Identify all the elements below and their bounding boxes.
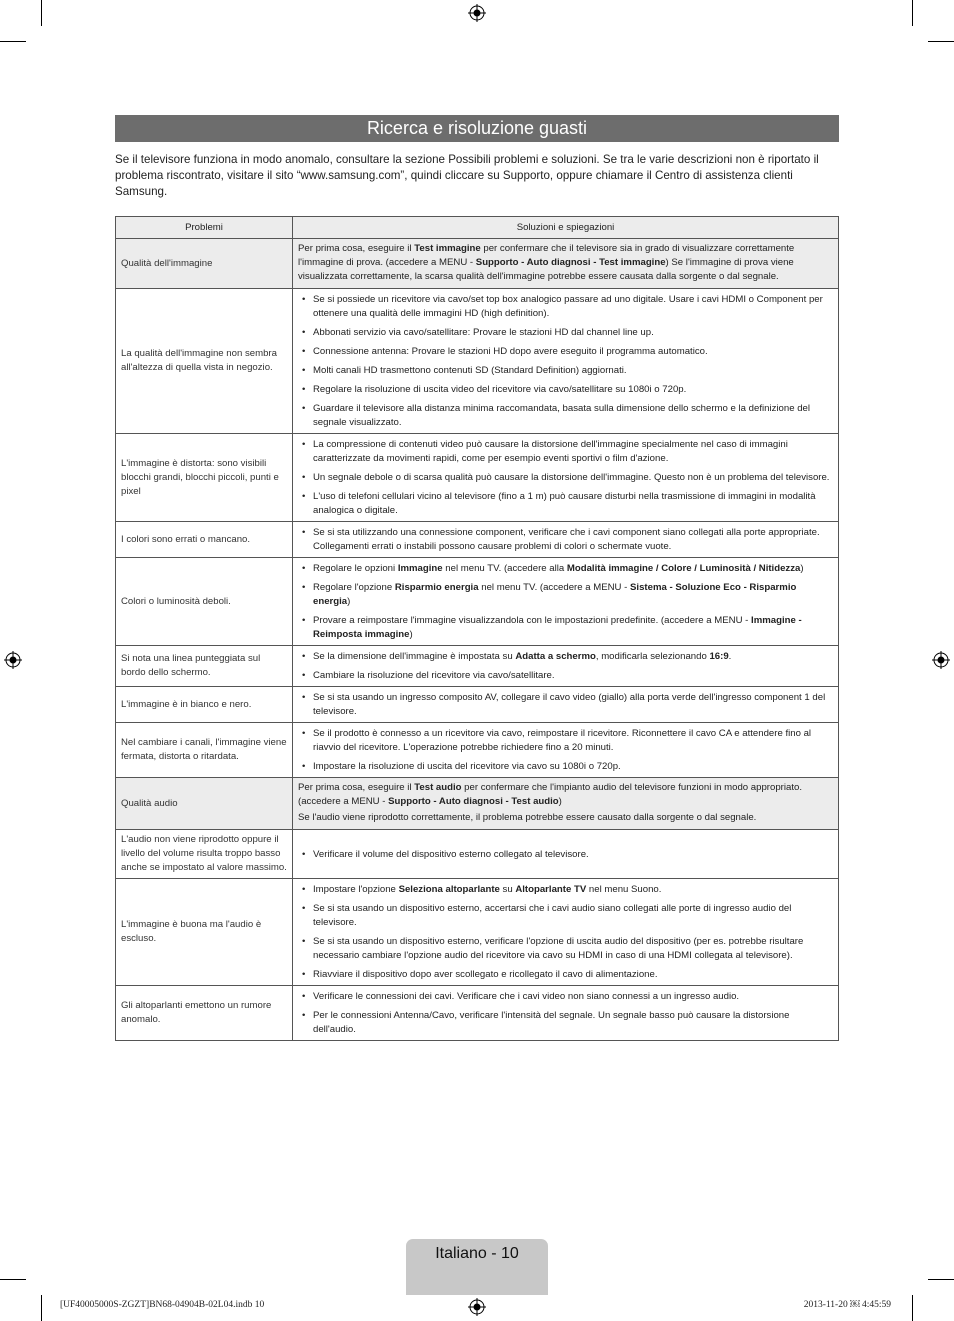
text-segment: su xyxy=(499,884,516,895)
solution-item xyxy=(298,438,833,466)
text-segment: ) xyxy=(558,796,562,807)
menu-key-text: MENU xyxy=(714,615,743,626)
text-segment: Per le connessioni Antenna/Cavo, verificare l'intensità del segnale. Un segnale basso può causare la distorsione dell'audio. xyxy=(313,1010,790,1035)
problem-cell: L'immagine è buona ma l'audio è escluso. xyxy=(116,879,293,986)
bold-text: Supporto - Auto diagnosi - Test audio xyxy=(388,796,559,807)
text-segment: Per prima cosa, eseguire il xyxy=(298,243,415,254)
solution-list xyxy=(298,438,833,518)
table-row xyxy=(116,687,839,723)
bold-text: Seleziona altoparlante xyxy=(398,884,500,895)
solution-list xyxy=(298,526,833,554)
solution-item xyxy=(298,669,833,683)
text-segment: Verificare il volume del dispositivo esterno collegato al televisore. xyxy=(313,848,589,860)
solution-list xyxy=(298,727,833,774)
registration-mark-icon xyxy=(468,1298,486,1316)
text-segment: Molti canali HD trasmettono contenuti SD (Standard Definition) aggiornati. xyxy=(313,365,627,376)
solution-list xyxy=(298,650,833,683)
text-segment: Regolare la risoluzione di uscita video del ricevitore via cavo/satellitare su 1080i o 720p. xyxy=(313,384,687,395)
solution-list xyxy=(298,562,833,642)
solution-cell xyxy=(293,239,839,289)
solution-item xyxy=(298,402,833,430)
solution-item xyxy=(298,293,833,321)
table-row xyxy=(116,646,839,687)
problem-cell: L'immagine è in bianco e nero. xyxy=(116,687,293,723)
text-segment: Riavviare il dispositivo dopo aver scollegato e ricollegato il cavo di alimentazione. xyxy=(313,969,658,980)
text-segment: Un segnale debole o di scarsa qualità può causare la distorsione dell'immagine. Questo non è un problema del televisore. xyxy=(313,472,830,483)
solution-list xyxy=(298,990,833,1037)
text-segment: - xyxy=(742,615,752,626)
bold-text: Immagine - Reimposta immagine xyxy=(313,615,802,640)
bold-text: Immagine xyxy=(397,563,443,574)
table-row xyxy=(116,239,839,289)
solution-cell xyxy=(293,687,839,723)
text-segment: Cambiare la risoluzione del ricevitore via cavo/satellitare. xyxy=(313,670,555,681)
table-row xyxy=(116,723,839,778)
solution-paragraph xyxy=(298,781,833,809)
text-segment: - xyxy=(467,257,476,268)
page-title: Ricerca e risoluzione guasti xyxy=(115,115,839,142)
problem-cell: Colori o luminosità deboli. xyxy=(116,558,293,646)
text-segment: Abbonati servizio via cavo/satellitare: Provare le stazioni HD dal channel line up. xyxy=(313,327,654,338)
text-segment: ) xyxy=(347,596,351,607)
table-row xyxy=(116,289,839,434)
solution-item xyxy=(298,691,833,719)
footer-file-info: [UF40005000S-ZGZT]BN68-04904B-02L04.indb 10 xyxy=(60,1300,265,1310)
page-number: Italiano - 10 xyxy=(435,1245,519,1262)
text-segment: Se il prodotto è connesso a un ricevitore via cavo, reimpostare il ricevitore. Riconnettere il cavo CA e attendere fino al riavvio del ricevitore. L'operazione potrebbe richiedere fino a 20 minuti. xyxy=(313,728,812,753)
crop-mark xyxy=(0,1279,26,1280)
crop-mark xyxy=(928,1279,954,1280)
registration-mark-icon xyxy=(932,651,950,669)
bold-text: Test audio xyxy=(414,782,462,793)
solution-list xyxy=(298,293,833,430)
page-number-tab xyxy=(406,1239,548,1295)
text-segment: Provare a reimpostare l'immagine visualizzandola con le impostazioni predefinite. (accedere a xyxy=(313,615,715,626)
table-row xyxy=(116,558,839,646)
solution-paragraph xyxy=(298,811,833,825)
crop-mark xyxy=(0,41,26,42)
solution-cell xyxy=(293,646,839,687)
solution-item xyxy=(298,650,833,664)
solution-paragraph xyxy=(298,242,833,284)
text-segment: Se l'audio viene riprodotto correttamente, il problema potrebbe essere causato dalla sorgente o dal segnale. xyxy=(298,812,757,823)
problem-cell: L'immagine è distorta: sono visibili blocchi grandi, blocchi piccoli, punti e pixel xyxy=(116,434,293,522)
text-segment: Se si sta usando un dispositivo esterno, verificare l'opzione di uscita audio del dispositivo (per es. potrebbe risultare necessario cambiare l'opzione audio del ricevitore via cavo su HDMI in caso di una HDMI collegata al televisore). xyxy=(313,936,804,961)
text-segment: Se si sta usando un dispositivo esterno, accertarsi che i cavi audio siano collegati alle porte di ingresso audio del televisore. xyxy=(313,903,792,928)
text-segment: nel menu Suono. xyxy=(586,884,662,895)
problem-cell: Gli altoparlanti emettono un rumore anomalo. xyxy=(116,986,293,1041)
table-row xyxy=(116,522,839,558)
menu-key-text: MENU xyxy=(351,796,380,807)
solution-cell xyxy=(293,434,839,522)
solution-cell xyxy=(293,723,839,778)
solution-item xyxy=(298,581,833,609)
text-segment: Se si possiede un ricevitore via cavo/set top box analogico passare ad uno digitale. Usare i cavi HDMI o Component per ottenere una qualità delle immagini HD (high definition). xyxy=(313,294,823,319)
problem-cell: La qualità dell'immagine non sembra all'altezza di quella vista in negozio. xyxy=(116,289,293,434)
solution-cell xyxy=(293,986,839,1041)
text-segment: - xyxy=(621,582,631,593)
crop-mark xyxy=(41,0,42,26)
crop-mark xyxy=(912,0,913,26)
text-segment: , modificarla selezionando xyxy=(595,651,710,662)
problem-cell: L'audio non viene riprodotto oppure il livello del volume risulta troppo basso anche se impostato al valore massimo. xyxy=(116,830,293,879)
problem-cell: Nel cambiare i canali, l'immagine viene fermata, distorta o ritardata. xyxy=(116,723,293,778)
table-row xyxy=(116,830,839,879)
bold-text: Altoparlante TV xyxy=(515,884,587,895)
solution-item xyxy=(298,562,833,576)
bold-text: Risparmio energia xyxy=(394,582,479,593)
problem-cell: Qualità audio xyxy=(116,778,293,830)
text-segment: nel menu TV. (accedere a xyxy=(478,582,594,593)
solution-item xyxy=(298,935,833,963)
text-segment: Se la dimensione dell'immagine è impostata su xyxy=(313,651,516,662)
text-segment: Impostare l'opzione xyxy=(313,884,399,895)
footer-timestamp: 2013-11-20 ￼ 4:45:59 xyxy=(803,1300,891,1310)
solution-item xyxy=(298,727,833,755)
solution-item xyxy=(298,848,833,862)
solution-item xyxy=(298,968,833,982)
solution-list xyxy=(298,848,833,862)
solution-item xyxy=(298,902,833,930)
text-segment: Connessione antenna: Provare le stazioni HD dopo avere eseguito il programma automatico. xyxy=(313,346,708,357)
crop-mark xyxy=(928,41,954,42)
bold-text: Sistema - Soluzione Eco - Risparmio energia xyxy=(313,582,797,607)
crop-mark xyxy=(912,1295,913,1321)
crop-mark xyxy=(41,1295,42,1321)
solution-cell xyxy=(293,289,839,434)
registration-mark-icon xyxy=(468,4,486,22)
solution-item xyxy=(298,345,833,359)
text-segment: ) xyxy=(409,629,413,640)
solution-cell xyxy=(293,558,839,646)
problem-cell: Si nota una linea punteggiata sul bordo dello schermo. xyxy=(116,646,293,687)
text-segment: Regolare le opzioni xyxy=(313,563,398,574)
bold-text: Adatta a schermo xyxy=(515,651,596,662)
solution-item xyxy=(298,883,833,897)
solution-cell xyxy=(293,879,839,986)
solution-cell xyxy=(293,778,839,830)
intro-paragraph: Se il televisore funziona in modo anomalo, consultare la sezione Possibili problemi e soluzioni. Se tra le varie descrizioni non è riportato il problema riscontrato, visitare il sito “www.samsung.com”, quindi cliccare su Supporto, oppure chiamare il Centro di assistenza clienti Samsung. xyxy=(115,153,819,198)
table-row xyxy=(116,778,839,830)
solution-list xyxy=(298,691,833,719)
table-row xyxy=(116,879,839,986)
troubleshooting-table xyxy=(115,216,839,1041)
text-segment: per confermare che l'impianto audio del televisore funzioni in modo appropriato. (accedere a xyxy=(298,782,802,807)
text-segment: L'uso di telefoni cellulari vicino al televisore (fino a 1 m) può causare disturbi nella trasmissione di immagini in modalità analogica o digitale. xyxy=(313,491,816,516)
bold-text: Test immagine xyxy=(414,243,481,254)
solution-item xyxy=(298,614,833,642)
solution-item xyxy=(298,490,833,518)
problem-cell: Qualità dell'immagine xyxy=(116,239,293,289)
solution-cell xyxy=(293,522,839,558)
bold-text: Modalità immagine / Colore / Luminosità / Nitidezza xyxy=(566,563,801,574)
text-segment: La compressione di contenuti video può causare la distorsione dell'immagine specialmente nel caso di immagini caratterizzate da movimenti rapidi, come per esempio eventi sportivi o film d'azione. xyxy=(313,439,788,464)
text-segment: . xyxy=(728,651,732,662)
solution-item xyxy=(298,383,833,397)
text-segment: ) Se l'immagine di prova viene visualizzata correttamente, la scarsa qualità dell'immagine potrebbe essere causata dalla sorgente o dal segnale. xyxy=(298,257,794,282)
text-segment: Per prima cosa, eseguire il xyxy=(298,782,415,793)
menu-key-text: MENU xyxy=(593,582,622,593)
text-segment: Se si sta usando un ingresso composito AV, collegare il cavo video (giallo) alla porta verde dell'ingresso component 1 del televisore. xyxy=(313,692,826,717)
text-segment: - xyxy=(379,796,389,807)
solution-item xyxy=(298,526,833,554)
column-header-problems: Problemi xyxy=(116,217,293,239)
table-row xyxy=(116,434,839,522)
menu-key-text: MENU xyxy=(439,257,468,268)
text-segment: per confermare che il televisore sia in grado di visualizzare correttamente l'immagine di prova. (accedere a xyxy=(298,243,795,268)
column-header-solutions: Soluzioni e spiegazioni xyxy=(293,217,839,239)
solution-item xyxy=(298,364,833,378)
solution-item xyxy=(298,326,833,340)
text-segment: Regolare l'opzione xyxy=(313,582,395,593)
text-segment: Guardare il televisore alla distanza minima raccomandata, basata sulla dimensione dello schermo e la definizione del segnale visualizzato. xyxy=(313,403,811,428)
bold-text: Supporto - Auto diagnosi - Test immagine xyxy=(475,257,666,268)
solution-item xyxy=(298,471,833,485)
solution-item xyxy=(298,760,833,774)
table-row xyxy=(116,986,839,1041)
text-segment: nel menu TV. (accedere alla xyxy=(442,563,567,574)
table-header-row xyxy=(116,217,839,239)
registration-mark-icon xyxy=(4,651,22,669)
text-segment: Se si sta utilizzando una connessione component, verificare che i cavi component siano collegati alla porte appropriate. Collegamenti errati o instabili possono causare problemi di colori o schermate vuote. xyxy=(313,527,820,552)
text-segment: Verificare le connessioni dei cavi. Verificare che i cavi video non siano connessi a un ingresso audio. xyxy=(313,991,740,1002)
solution-cell xyxy=(293,830,839,879)
solution-item xyxy=(298,990,833,1004)
solution-list xyxy=(298,883,833,982)
bold-text: 16:9 xyxy=(709,651,729,662)
problem-cell: I colori sono errati o mancano. xyxy=(116,522,293,558)
text-segment: Impostare la risoluzione di uscita del ricevitore via cavo su 1080i o 720p. xyxy=(313,761,621,772)
solution-item xyxy=(298,1009,833,1037)
text-segment: ) xyxy=(800,563,804,574)
